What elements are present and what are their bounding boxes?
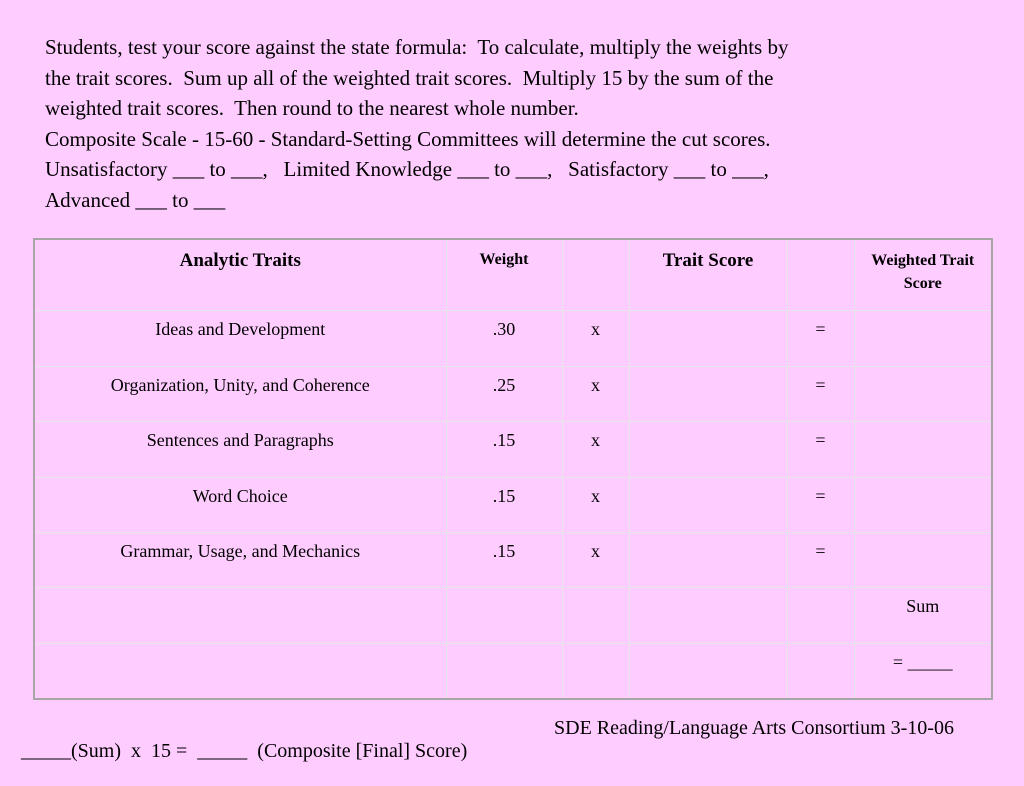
footer [11,717,954,786]
times-cell-text: x [591,485,600,506]
times-cell-text [563,644,629,652]
times-cell [562,366,629,421]
weight-cell [446,422,562,477]
weight-cell [446,366,562,421]
equals-cell [787,532,854,587]
weight-cell [446,643,562,699]
weight-cell-text: .15 [492,485,516,506]
equals-cell [787,311,854,366]
times-cell-text [563,588,629,596]
times-cell [562,532,629,587]
weight-cell-text [447,588,562,596]
table-row [34,366,992,421]
instructions-line: the trait scores. Sum up all of the weighted trait scores. Multiply 15 by the sum of the [45,65,774,90]
trait-cell-text: Word Choice [192,485,288,506]
instructions [45,32,1005,216]
weighted-score-cell-text [855,311,992,319]
weighted-score-cell[interactable] [854,366,992,421]
weighted-score-cell[interactable] [854,588,992,643]
trait-cell [34,477,446,532]
weight-cell [446,477,562,532]
trait-score-cell-text [630,367,787,375]
equals-cell-text [788,644,854,652]
instructions-line: Advanced ___ to ___ [45,187,226,212]
trait-score-cell-text [630,311,787,319]
weight-cell-text: .25 [492,374,516,395]
trait-cell-text [35,588,446,596]
trait-score-cell-text [630,644,787,652]
times-cell [562,588,629,643]
weighted-score-cell[interactable] [854,532,992,587]
weight-cell [446,532,562,587]
weight-cell-text: .15 [492,540,516,561]
instructions-line: Students, test your score against the state formula: To calculate, multiply the weights by [45,35,789,59]
trait-score-cell[interactable] [629,366,787,421]
equals-cell [787,643,854,699]
trait-cell [34,643,446,699]
header-weighted-trait-score: Weighted Trait Score [854,239,992,311]
trait-cell [34,366,446,421]
trait-score-cell[interactable] [629,643,787,699]
trait-cell-text: Organization, Unity, and Coherence [110,374,370,395]
weighted-score-cell[interactable] [854,422,992,477]
times-cell [562,477,629,532]
trait-score-cell[interactable] [629,588,787,643]
trait-cell [34,422,446,477]
weighted-score-cell-text [855,422,992,430]
times-cell-text: x [591,540,600,561]
equals-cell-text: = [815,319,826,340]
footer-credit: SDE Reading/Language Arts Consortium 3-10-06 [554,717,954,739]
header-times [562,239,629,311]
weighted-score-cell-text: Sum [906,596,940,617]
weight-cell [446,311,562,366]
trait-cell-text: Sentences and Paragraphs [146,430,334,451]
equals-cell-text: = [815,374,826,395]
weight-cell-text [447,644,562,652]
table-row [34,532,992,587]
trait-score-cell[interactable] [629,532,787,587]
trait-cell-text [35,644,446,652]
header-weight: Weight [446,239,562,311]
equals-cell [787,477,854,532]
trait-score-cell[interactable] [629,422,787,477]
header-equals [787,239,854,311]
trait-cell [34,311,446,366]
table-row [34,422,992,477]
instructions-line: weighted trait scores. Then round to the nearest whole number. [45,96,579,121]
table-row [34,311,992,366]
weighted-score-cell[interactable] [854,311,992,366]
weighted-score-cell-text [855,478,992,486]
times-cell-text: x [591,430,600,451]
equals-cell [787,422,854,477]
trait-score-cell-text [630,533,787,541]
weighted-score-cell-text [855,367,992,375]
times-cell [562,311,629,366]
times-cell-text: x [591,319,600,340]
weighted-score-cell-text: = _____ [892,651,953,672]
trait-cell [34,532,446,587]
trait-score-cell-text [630,588,787,596]
equals-cell-text: = [815,430,826,451]
weight-cell [446,588,562,643]
table-header-row [34,239,992,311]
weight-cell-text: .15 [492,430,516,451]
times-cell [562,643,629,699]
times-cell-text: x [591,374,600,395]
weighted-score-cell[interactable] [854,643,992,699]
equals-cell-text: = [815,540,826,561]
weighted-score-cell-text [855,533,992,541]
equals-cell-text [788,588,854,596]
times-cell [562,422,629,477]
weighted-score-cell[interactable] [854,477,992,532]
trait-score-cell[interactable] [629,477,787,532]
trait-cell [34,588,446,643]
trait-cell-text: Grammar, Usage, and Mechanics [120,540,361,561]
equals-cell [787,588,854,643]
table-row [34,588,992,643]
weight-cell-text: .30 [492,319,516,340]
instructions-line: Unsatisfactory ___ to ___, Limited Knowledge ___ to ___, Satisfactory ___ to ___, [45,157,769,182]
trait-score-cell-text [630,422,787,430]
trait-score-table [33,238,993,700]
composite-formula: _____(Sum) x 15 = _____ (Composite [Final] Score) [21,740,468,762]
table-row [34,477,992,532]
header-analytic-traits: Analytic Traits [34,239,446,311]
header-trait-score: Trait Score [629,239,787,311]
equals-cell [787,366,854,421]
instructions-line: Composite Scale - 15-60 - Standard-Setting Committees will determine the cut scores. [45,126,771,151]
trait-score-cell-text [630,478,787,486]
table-row [34,643,992,699]
trait-cell-text: Ideas and Development [155,319,326,340]
equals-cell-text: = [815,485,826,506]
trait-score-cell[interactable] [629,311,787,366]
